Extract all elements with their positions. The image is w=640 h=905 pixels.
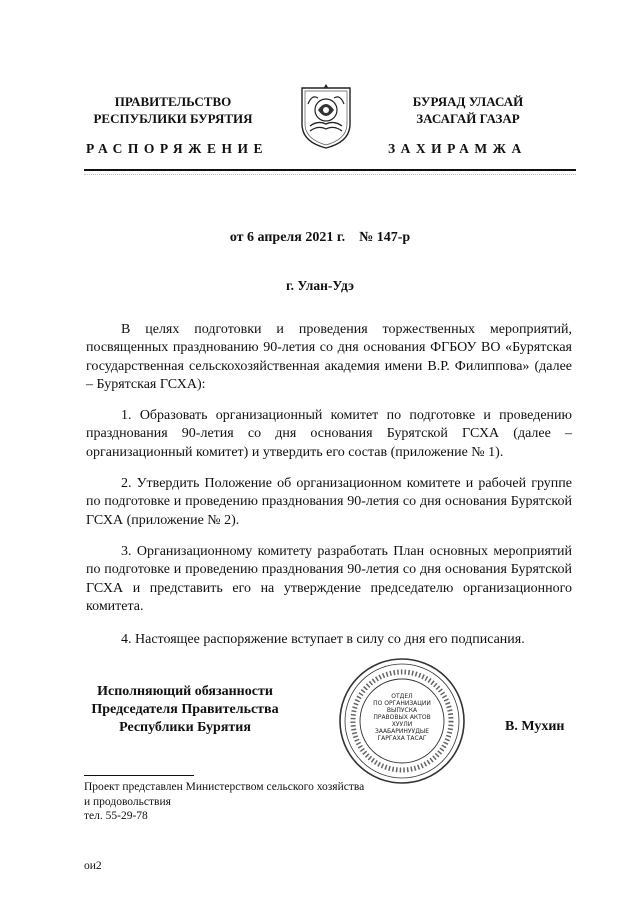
document-date: от 6 апреля 2021 г. (229, 230, 346, 245)
stamp-line-1: ОТДЕЛ (391, 693, 413, 700)
footer-line3: тел. 55-29-78 (84, 810, 148, 822)
body-paragraph-item-3: 3. Организационному комитету разработать План основных мероприятий по подготовке и проведению празднования 90-летия со дня основания Бурятской ГСХА и представить его на утверждение председателю организационного комитета. (86, 544, 572, 615)
signatory-name: В. Мухин (505, 719, 565, 734)
act-type-ru: РАСПОРЯЖЕНИЕ (86, 141, 269, 156)
body-paragraph-item-4: 4. Настоящее распоряжение вступает в силу со дня его подписания. (121, 632, 525, 647)
header-right-line1: БУРЯАД УЛАСАЙ (412, 94, 524, 109)
act-type-bur: ЗАХИРАМЖА (388, 141, 527, 156)
header-left-line1: ПРАВИТЕЛЬСТВО (114, 94, 232, 109)
signatory-title-line1: Исполняющий обязанности (97, 684, 273, 699)
stamp-line-5: ХУУЛИ (391, 721, 413, 728)
document-code: ои2 (84, 860, 102, 872)
body-paragraph-item-2: 2. Утвердить Положение об организационном комитете и рабочей группе по подготовке и проведению празднования 90-летия со дня основания Бурятской ГСХА (приложение № 2). (86, 476, 572, 528)
signatory-title-line2: Председателя Правительства (91, 702, 279, 717)
header-right (368, 93, 568, 127)
official-stamp-icon (336, 655, 468, 787)
footer-line1: Проект представлен Министерством сельского хозяйства (84, 781, 365, 793)
stamp-line-7: ГАРГАХА ТАСАГ (377, 735, 427, 742)
stamp-line-4: ПРАВОВЫХ АКТОВ (373, 714, 431, 721)
body-paragraph-item-1: 1. Образовать организационный комитет по подготовке и проведению празднования 90-летия со дня основания Бурятской ГСХА (далее – организационный комитет) и утвердить его состав (приложение № 1). (86, 408, 572, 460)
signatory-title (80, 683, 290, 737)
signatory-title-line3: Республики Бурятия (119, 720, 251, 735)
republic-emblem-icon (298, 80, 354, 150)
header-divider (84, 169, 576, 171)
footer-note (84, 780, 424, 824)
header-right-line2: ЗАСАГАЙ ГАЗАР (416, 111, 520, 126)
stamp-line-6: ЗААБАРИНУУДЫЕ (375, 728, 429, 735)
stamp-line-3: ВЫПУСКА (386, 707, 418, 714)
body-paragraph-preamble: В целях подготовки и проведения торжественных мероприятий, посвященных празднованию 90-летия со дня основания ФГБОУ ВО «Бурятская государственная сельскохозяйственная академия имени В.Р. Филиппова» (далее – Бурятская ГСХА): (86, 322, 572, 393)
stamp-line-2: ПО ОРГАНИЗАЦИИ (373, 700, 431, 707)
header-left-line2: РЕСПУБЛИКИ БУРЯТИЯ (93, 111, 253, 126)
footer-line2: и продовольствия (84, 795, 171, 808)
document-number: № 147-р (359, 230, 411, 245)
footer-divider (84, 775, 194, 776)
header-left (78, 93, 268, 127)
document-city: г. Улан-Удэ (286, 278, 354, 293)
document-date-line (0, 230, 640, 246)
header-dotted-divider (84, 174, 576, 175)
